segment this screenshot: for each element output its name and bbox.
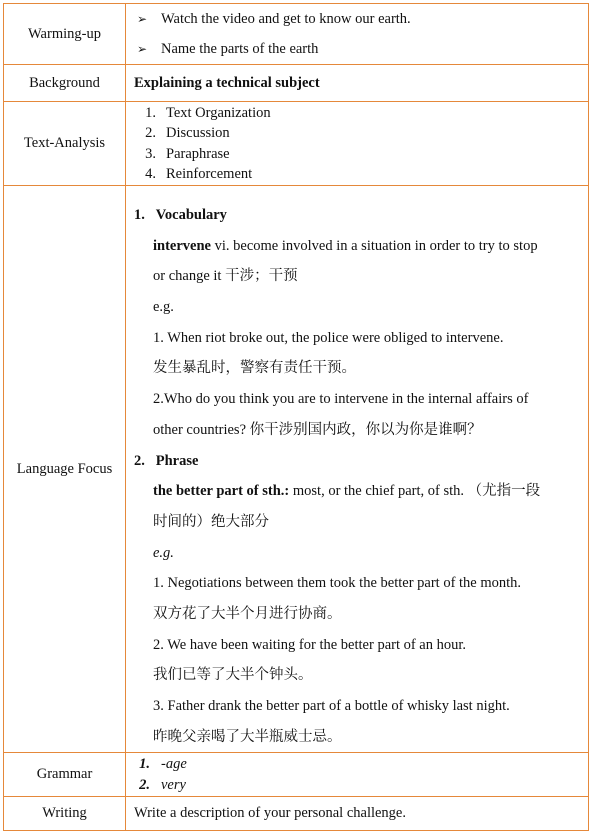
phrase-example-1-zh: 双方花了大半个月进行协商。 (153, 605, 342, 622)
warmup-item-2: Name the parts of the earth (161, 40, 319, 57)
label-grammar: Grammar (4, 753, 126, 797)
label-warming-up: Warming-up (4, 4, 126, 65)
label-background: Background (4, 65, 126, 102)
content-grammar (126, 753, 589, 797)
phrase-example-2-en: 2. We have been waiting for the better part of an hour. (153, 636, 467, 653)
eg-label: e.g. (153, 299, 174, 316)
content-writing: Write a description of your personal challenge. (126, 797, 589, 831)
phrase-definition-line-2: 时间的）绝大部分 (153, 513, 269, 530)
example-2-en-line-2: other countries? 你干涉别国内政，你以为你是谁啊？ (153, 421, 482, 438)
arrowhead-bullet-icon: ➢ (137, 11, 148, 26)
list-item: 1. -age (139, 756, 187, 773)
vocab-word: intervene (153, 237, 211, 254)
phrase-example-2-zh: 我们已等了大半个钟头。 (153, 667, 313, 684)
lesson-plan-table (3, 3, 589, 831)
bullet-item (134, 4, 588, 34)
content-language-focus (126, 186, 589, 753)
label-text-analysis: Text-Analysis (4, 102, 126, 186)
eg-label: e.g. (153, 544, 174, 561)
example-1-en: 1. When riot broke out, the police were obliged to intervene. (153, 329, 504, 346)
row-writing (4, 797, 589, 831)
example-2-en-line-1: 2.Who do you think you are to intervene in the internal affairs of (153, 391, 529, 408)
vocab-definition-line-1: intervene vi. become involved in a situation in order to try to stop (153, 237, 538, 254)
vocab-definition-line-2: or change it 干涉；干预 (153, 268, 298, 285)
label-writing: Writing (4, 797, 126, 831)
list-item: 3. Paraphrase (145, 145, 230, 162)
list-item: 2. very (139, 776, 186, 793)
row-warming-up (4, 4, 589, 65)
row-language-focus (4, 186, 589, 753)
warmup-item-1: Watch the video and get to know our earth. (161, 10, 411, 27)
list-item: 1. Text Organization (145, 104, 271, 121)
label-language-focus: Language Focus (4, 186, 126, 753)
list-item: 4. Reinforcement (145, 166, 253, 182)
content-background: Explaining a technical subject (126, 65, 589, 102)
list-item: 2. Discussion (145, 125, 230, 141)
phrase-example-3-en: 3. Father drank the better part of a bottle of whisky last night. (153, 698, 510, 714)
phrase-term: the better part of sth.: (153, 483, 290, 500)
phrase-definition-line-1: the better part of sth.: most, or the chief part, of sth. （尤指一段 (153, 483, 541, 500)
phrase-heading: 2. Phrase (134, 452, 199, 469)
row-text-analysis (4, 102, 589, 186)
grammar-list (134, 754, 588, 795)
example-1-zh: 发生暴乱时，警察有责任干预。 (153, 360, 356, 377)
phrase-example-3-zh: 昨晚父亲喝了大半瓶威士忌。 (153, 728, 342, 745)
phrase-example-1-en: 1. Negotiations between them took the better part of the month. (153, 575, 522, 592)
row-grammar (4, 753, 589, 797)
vocabulary-heading: 1. Vocabulary (134, 207, 227, 223)
bullet-item (134, 34, 588, 64)
content-text-analysis (126, 102, 589, 186)
arrowhead-bullet-icon: ➢ (137, 41, 148, 56)
text-analysis-list (126, 103, 588, 185)
row-background (4, 65, 589, 102)
content-warming-up (126, 4, 589, 65)
